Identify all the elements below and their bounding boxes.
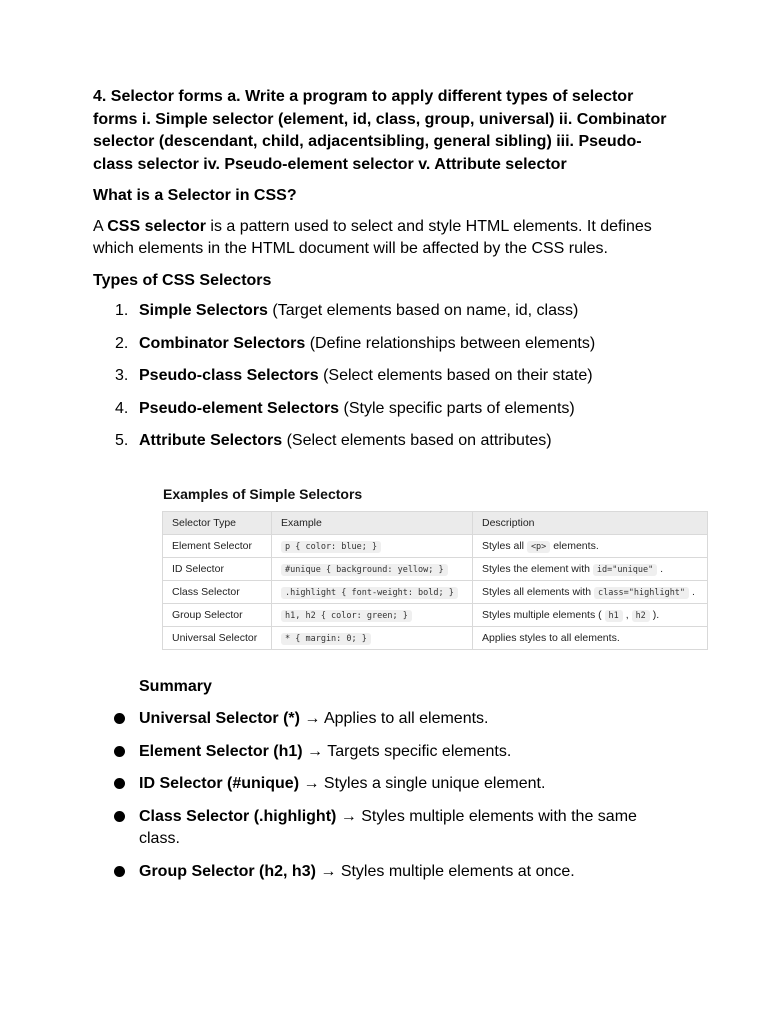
description-text: Applies styles to all elements. (482, 632, 620, 644)
list-item (114, 741, 674, 764)
types-title: Types of CSS Selectors (93, 271, 272, 289)
description-text: Styles all elements with (482, 586, 595, 598)
selector-type-name: Attribute Selectors (139, 432, 283, 449)
list-item (114, 708, 674, 731)
description-cell (473, 627, 708, 650)
description-text: Styles multiple elements ( (482, 609, 605, 621)
description-text: . (689, 586, 695, 598)
selector-type-name: Pseudo-class Selectors (139, 367, 319, 384)
example-cell (272, 604, 473, 627)
table-row (163, 535, 708, 558)
table-header-row (163, 512, 708, 535)
selector-type-cell: Element Selector (163, 535, 272, 558)
list-number: 4. (115, 399, 129, 417)
definition-prefix: A (93, 217, 108, 235)
example-code: h1, h2 { color: green; } (281, 610, 412, 622)
example-cell (272, 558, 473, 581)
description-cell (473, 558, 708, 581)
description-cell (473, 535, 708, 558)
example-code: .highlight { font-weight: bold; } (281, 587, 458, 599)
bullet-icon (114, 746, 125, 757)
summary-selector-text: → Targets specific elements. (302, 742, 512, 760)
example-cell (272, 627, 473, 650)
summary-selector-text: → Styles multiple elements at once. (315, 862, 575, 880)
bullet-icon (114, 778, 125, 789)
list-item (93, 365, 678, 388)
selector-type-desc: (Select elements based on their state) (318, 367, 593, 384)
example-cell (272, 535, 473, 558)
summary-selector-name: ID Selector (#unique) (139, 775, 300, 792)
description-text: Styles the element with (482, 563, 593, 575)
list-item (93, 430, 678, 453)
selector-type-name: Pseudo-element Selectors (139, 399, 340, 417)
summary-selector-name: Element Selector (h1) (139, 742, 303, 760)
document-body (93, 86, 678, 463)
definition-text: is a pattern used to select and style HTML elements. It defines which elements in the HTML document will be affected by the CSS rules. (93, 217, 652, 257)
table-row (163, 558, 708, 581)
list-item (93, 398, 678, 421)
list-number: 3. (115, 367, 129, 384)
list-number: 2. (115, 334, 129, 352)
selector-type-cell: Group Selector (163, 604, 272, 627)
selector-type-cell: Class Selector (163, 581, 272, 604)
example-code: p { color: blue; } (281, 541, 381, 553)
table-row (163, 604, 708, 627)
selector-type-desc: (Define relationships between elements) (305, 334, 596, 352)
description-text: ). (649, 609, 660, 621)
summary-selector-name: Class Selector (.highlight) (139, 807, 337, 825)
list-item (114, 806, 674, 851)
list-item (93, 300, 678, 323)
definition-term: CSS selector (107, 217, 206, 235)
selector-type-desc: (Select elements based on attributes) (282, 432, 552, 449)
description-cell (473, 581, 708, 604)
bullet-icon (114, 811, 125, 822)
selector-type-desc: (Target elements based on name, id, class) (267, 302, 579, 319)
types-list (93, 300, 678, 453)
description-text: , (622, 609, 632, 621)
summary-selector-name: Universal Selector (*) (139, 710, 300, 727)
list-item (93, 333, 678, 356)
examples-table (162, 511, 708, 650)
summary-selector-text: → Styles a single unique element. (299, 775, 546, 792)
description-text: elements. (550, 540, 599, 552)
summary-selector-name: Group Selector (h2, h3) (139, 862, 316, 880)
examples-title: Examples of Simple Selectors (163, 486, 363, 502)
example-code: #unique { background: yellow; } (281, 564, 448, 576)
inline-code: class="highlight" (594, 587, 689, 599)
selector-definition (93, 216, 678, 261)
bullet-icon (114, 866, 125, 877)
what-is-title: What is a Selector in CSS? (93, 187, 297, 204)
column-header: Description (473, 512, 708, 535)
inline-code: h2 (632, 610, 650, 622)
example-cell (272, 581, 473, 604)
summary-list (114, 708, 674, 893)
description-text: . (657, 563, 664, 575)
column-header: Selector Type (163, 512, 272, 535)
list-item (114, 773, 674, 796)
examples-figure (162, 484, 709, 650)
inline-code: id="unique" (593, 564, 657, 576)
inline-code: <p> (527, 541, 550, 553)
question-heading: 4. Selector forms a. Write a program to apply different types of selector forms i. Simple selector (element, id, class, group, universal) ii. Combinator selector (descendant, child, adjacentsibling, general sibling) iii. Pseudo-class selector iv. Pseudo-element selector v. Attribute selector (93, 88, 667, 173)
description-cell (473, 604, 708, 627)
example-code: * { margin: 0; } (281, 633, 371, 645)
column-header: Example (272, 512, 473, 535)
description-text: Styles all (482, 540, 527, 552)
inline-code: h1 (605, 610, 623, 622)
selector-type-name: Combinator Selectors (139, 334, 306, 352)
table-row (163, 581, 708, 604)
summary-selector-text: → Styles multiple elements with the same class. (139, 807, 637, 847)
selector-type-desc: (Style specific parts of elements) (339, 399, 575, 417)
list-item (114, 861, 674, 884)
list-number: 5. (115, 432, 129, 449)
selector-type-cell: ID Selector (163, 558, 272, 581)
summary-selector-text: → Applies to all elements. (299, 710, 489, 727)
bullet-icon (114, 713, 125, 724)
selector-type-cell: Universal Selector (163, 627, 272, 650)
summary-title: Summary (139, 678, 212, 695)
selector-type-name: Simple Selectors (139, 302, 268, 319)
table-row (163, 627, 708, 650)
list-number: 1. (115, 302, 129, 319)
